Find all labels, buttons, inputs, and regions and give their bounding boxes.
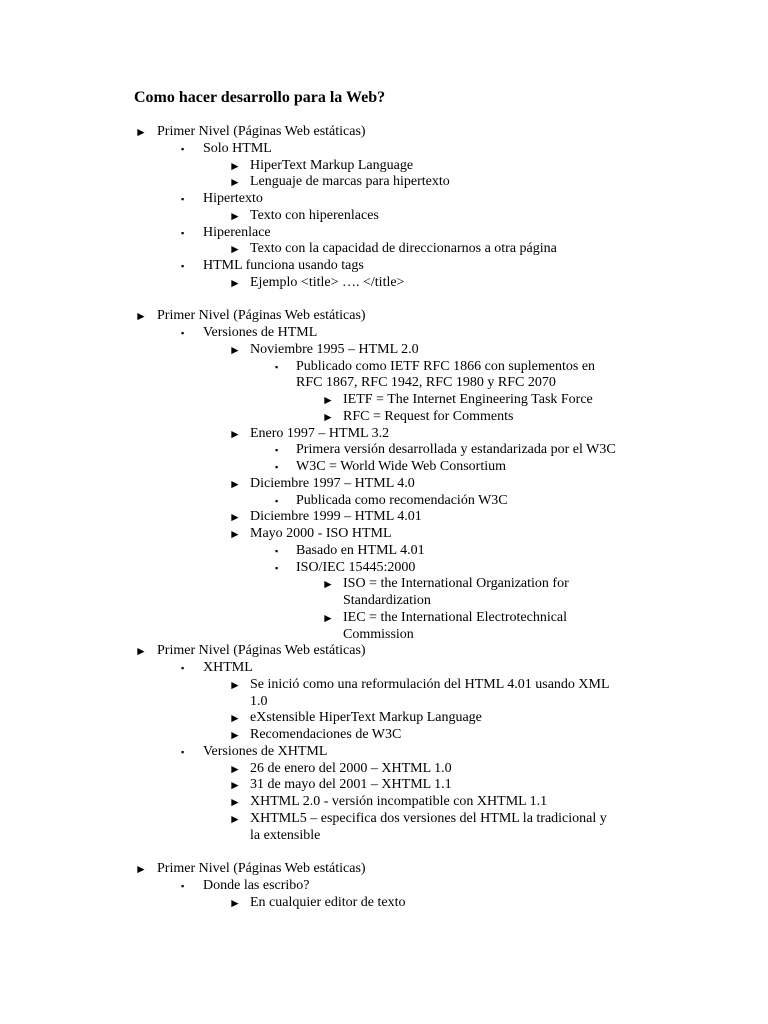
outline-item [0, 794, 768, 811]
arrow-bullet-icon: ► [229, 527, 241, 541]
outline-item-text: Publicada como recomendación W3C [296, 492, 508, 508]
page-title: Como hacer desarrollo para la Web? [134, 89, 386, 106]
outline-item [0, 442, 768, 459]
outline-item [0, 476, 768, 493]
arrow-bullet-icon: ► [229, 158, 241, 173]
outline-item-text: eXstensible HiperText Markup Language [250, 710, 482, 726]
outline-item [0, 710, 768, 727]
outline-item [0, 593, 768, 610]
outline [0, 124, 768, 911]
outline-item [0, 409, 768, 426]
arrow-bullet-icon: ► [229, 476, 241, 491]
arrow-bullet-icon: ► [229, 811, 241, 826]
outline-item [0, 325, 768, 342]
outline-item-text: Lenguaje de marcas para hipertexto [250, 174, 450, 190]
outline-item-text: 31 de mayo del 2001 – XHTML 1.1 [250, 777, 452, 793]
outline-item-text: Hipertexto [203, 191, 263, 206]
outline-item [0, 761, 768, 778]
outline-item [0, 141, 768, 158]
outline-item [0, 359, 768, 376]
outline-item [0, 543, 768, 560]
outline-item-text: IEC = the International Electrotechnical [343, 609, 568, 625]
outline-item [0, 861, 768, 878]
outline-item [0, 174, 768, 191]
arrow-bullet-icon: ► [322, 393, 334, 407]
outline-item [0, 426, 768, 443]
outline-item [0, 660, 768, 677]
section-gap [0, 292, 768, 309]
square-bullet-icon: ▪ [275, 562, 279, 573]
outline-item [0, 392, 768, 409]
outline-item [0, 158, 768, 175]
outline-item [0, 241, 768, 258]
outline-item [0, 878, 768, 895]
outline-item [0, 493, 768, 510]
outline-item [0, 694, 768, 711]
outline-item-text: Donde las escribo? [203, 877, 310, 893]
outline-item-text: RFC 1867, RFC 1942, RFC 1980 y RFC 2070 [296, 375, 556, 391]
outline-item [0, 744, 768, 761]
outline-item [0, 191, 768, 208]
arrow-bullet-icon: ► [229, 711, 241, 726]
square-bullet-icon: ▪ [181, 261, 185, 271]
arrow-bullet-icon: ► [229, 426, 241, 441]
outline-item-text: Standardization [343, 593, 431, 608]
arrow-bullet-icon: ► [229, 275, 241, 290]
square-bullet-icon: ▪ [181, 663, 185, 673]
square-bullet-icon: ▪ [181, 746, 185, 757]
outline-item [0, 275, 768, 292]
outline-item-text: IETF = The Internet Engineering Task Force [343, 392, 593, 407]
arrow-bullet-icon: ► [135, 862, 147, 876]
outline-item [0, 208, 768, 225]
outline-item [0, 895, 768, 912]
outline-item-text: la extensible [250, 827, 321, 843]
arrow-bullet-icon: ► [229, 761, 241, 776]
arrow-bullet-icon: ► [229, 510, 241, 525]
square-bullet-icon: ▪ [275, 462, 279, 472]
outline-item-text: Solo HTML [203, 140, 272, 156]
arrow-bullet-icon: ► [322, 577, 334, 592]
outline-item [0, 225, 768, 242]
outline-item [0, 509, 768, 526]
arrow-bullet-icon: ► [229, 342, 241, 357]
outline-item [0, 811, 768, 828]
outline-item-text: Primera versión desarrollada y estandarizada por el W3C [296, 442, 616, 458]
outline-item-text: W3C = World Wide Web Consortium [296, 459, 507, 474]
square-bullet-icon: ▪ [181, 143, 185, 154]
arrow-bullet-icon: ► [322, 409, 334, 424]
square-bullet-icon: ▪ [275, 445, 279, 456]
outline-item-text: Primer Nivel (Páginas Web estáticas) [157, 643, 366, 659]
outline-item [0, 459, 768, 476]
square-bullet-icon: ▪ [275, 495, 279, 506]
arrow-bullet-icon: ► [229, 728, 241, 742]
outline-item [0, 727, 768, 744]
square-bullet-icon: ▪ [275, 361, 279, 372]
outline-item-text: Basado en HTML 4.01 [296, 542, 425, 558]
outline-item [0, 643, 768, 660]
outline-item-text: HTML funciona usando tags [203, 258, 364, 273]
outline-item [0, 627, 768, 644]
outline-item-text: Texto con hiperenlaces [250, 207, 379, 223]
outline-item-text: ISO = the International Organization for [343, 576, 569, 592]
outline-item-text: 1.0 [250, 693, 268, 709]
outline-item [0, 828, 768, 845]
outline-item [0, 375, 768, 392]
outline-item [0, 342, 768, 359]
outline-item-text: Commission [343, 626, 414, 642]
outline-item-text: Primer Nivel (Páginas Web estáticas) [157, 308, 366, 324]
arrow-bullet-icon: ► [135, 309, 147, 324]
outline-item-text: Noviembre 1995 – HTML 2.0 [250, 341, 419, 357]
outline-item [0, 560, 768, 577]
outline-item-text: Diciembre 1999 – HTML 4.01 [250, 509, 422, 525]
arrow-bullet-icon: ► [229, 677, 241, 692]
arrow-bullet-icon: ► [229, 778, 241, 793]
outline-item-text: XHTML5 – especifica dos versiones del HTML la tradicional y [250, 810, 607, 826]
square-bullet-icon: ▪ [181, 328, 185, 338]
outline-item-text: Hiperenlace [203, 224, 271, 240]
outline-item-text: Mayo 2000 - ISO HTML [250, 526, 392, 541]
arrow-bullet-icon: ► [135, 644, 147, 659]
arrow-bullet-icon: ► [229, 242, 241, 257]
outline-item-text: Enero 1997 – HTML 3.2 [250, 425, 390, 441]
outline-item [0, 258, 768, 275]
outline-item [0, 308, 768, 325]
section-gap [0, 844, 768, 861]
square-bullet-icon: ▪ [181, 194, 185, 204]
arrow-bullet-icon: ► [229, 795, 241, 809]
outline-item [0, 124, 768, 141]
outline-item [0, 576, 768, 593]
outline-item [0, 677, 768, 694]
outline-item [0, 526, 768, 543]
outline-item-text: XHTML [203, 660, 253, 675]
arrow-bullet-icon: ► [322, 610, 334, 625]
square-bullet-icon: ▪ [181, 227, 185, 238]
square-bullet-icon: ▪ [181, 880, 185, 891]
outline-item-text: Diciembre 1997 – HTML 4.0 [250, 475, 415, 491]
arrow-bullet-icon: ► [229, 895, 241, 910]
outline-item-text: Versiones de HTML [203, 325, 318, 340]
outline-item-text: RFC = Request for Comments [343, 408, 514, 424]
outline-item-text: Texto con la capacidad de direccionarnos a otra página [250, 241, 557, 257]
outline-item-text: Primer Nivel (Páginas Web estáticas) [157, 861, 366, 876]
outline-item-text: XHTML 2.0 - versión incompatible con XHTML 1.1 [250, 794, 548, 809]
arrow-bullet-icon: ► [229, 175, 241, 190]
arrow-bullet-icon: ► [229, 208, 241, 223]
outline-item-text: Se inició como una reformulación del HTML 4.01 usando XML [250, 676, 610, 692]
outline-item-text: HiperText Markup Language [250, 157, 414, 173]
outline-item-text: ISO/IEC 15445:2000 [296, 559, 416, 575]
outline-item-text: Versiones de XHTML [203, 743, 328, 759]
outline-item-text: Publicado como IETF RFC 1866 con suplementos en [296, 358, 596, 374]
outline-item-text: En cualquier editor de texto [250, 894, 406, 910]
outline-item-text: Ejemplo <title> …. </title> [250, 274, 405, 290]
outline-item-text: 26 de enero del 2000 – XHTML 1.0 [250, 760, 452, 776]
outline-item-text: Primer Nivel (Páginas Web estáticas) [157, 124, 366, 139]
outline-item [0, 610, 768, 627]
arrow-bullet-icon: ► [135, 125, 147, 139]
square-bullet-icon: ▪ [275, 545, 279, 556]
outline-item-text: Recomendaciones de W3C [250, 727, 402, 742]
outline-item [0, 777, 768, 794]
